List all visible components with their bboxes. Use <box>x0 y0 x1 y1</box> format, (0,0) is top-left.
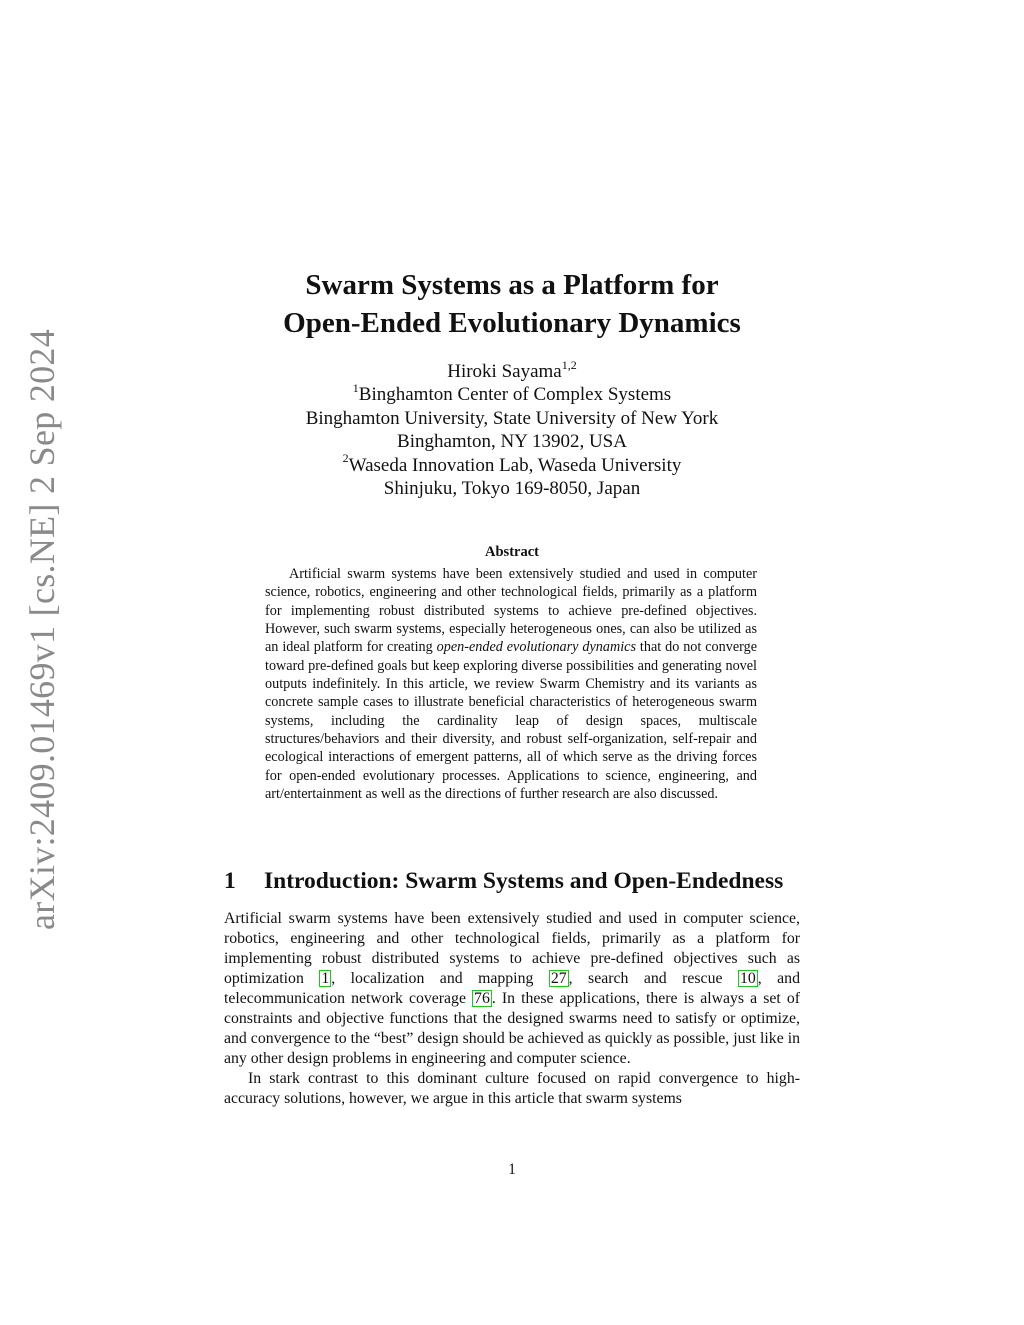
citation-link[interactable]: 1 <box>321 970 330 988</box>
author-name: Hiroki Sayama <box>447 361 562 382</box>
affiliation-1-superscript: 1 <box>352 381 359 396</box>
body-text-run: , and telecommunication network coverage <box>224 970 800 1008</box>
abstract-emphasis: open-ended evolutionary dynamics <box>436 639 636 656</box>
section-title: Introduction: Swarm Systems and Open-Endedness <box>264 868 784 894</box>
body-text-run: . In these applications, there is always a set of constraints and objective functions that the designed swarms need to satisfy or optimize, and convergence to the “best” design should be achieved as quickly as possible, just like in any other design problems in engineering and computer science. <box>224 990 800 1068</box>
paper-title <box>200 266 824 342</box>
section-body <box>224 909 800 1109</box>
author-name-line <box>200 357 824 383</box>
affiliation-2-line-2: Shinjuku, Tokyo 169-8050, Japan <box>383 478 641 500</box>
abstract-body <box>265 565 757 803</box>
title-line-1: Swarm Systems as a Platform for <box>305 269 719 301</box>
author-name-superscript: 1,2 <box>561 357 577 372</box>
body-paragraph-1 <box>224 909 800 1069</box>
affiliation-1-line-3: Binghamton, NY 13902, USA <box>397 431 627 453</box>
citation-link[interactable]: 76 <box>474 990 490 1008</box>
body-text-run: , search and rescue <box>568 970 738 988</box>
citation-link[interactable]: 10 <box>739 970 756 988</box>
affiliation-1-name: Binghamton Center of Complex Systems <box>358 384 672 406</box>
author-block <box>200 357 824 500</box>
affiliation-2-line-1 <box>200 451 824 477</box>
body-text-run: , localization and mapping <box>331 970 549 988</box>
body-paragraph-2: In stark contrast to this dominant culture focused on rapid convergence to high-accuracy solutions, however, we argue in this article that swarm systems <box>224 1070 800 1108</box>
section-number: 1 <box>224 868 236 894</box>
title-line-2: Open-Ended Evolutionary Dynamics <box>283 307 741 339</box>
section-heading <box>224 866 783 896</box>
abstract-text-end: that do not converge toward pre-defined goals but keep exploring diverse possibilities and generating novel outputs indefinitely. In this article, we review Swarm Chemistry and its variants as concrete sample cases to illustrate beneficial characteristics of heterogeneous swarm systems, including the cardinality leap of design spaces, multiscale structures/behaviors and their diversity, and robust self-organization, self-repair and ecological interactions of emergent patterns, all of which serve as the driving forces for open-ended evolutionary processes. Applications to science, engineering, and art/entertainment as well as the directions of further research are also discussed. <box>265 639 757 803</box>
citation-link[interactable]: 27 <box>550 970 567 988</box>
affiliation-2-name: Waseda Innovation Lab, Waseda University <box>348 454 682 476</box>
abstract-text-start: Artificial swarm systems have been extensively studied and used in computer science, robotics, engineering and other technological fields, primarily as a platform for implementing robust distributed systems to achieve pre-defined objectives. However, such swarm systems, especially heterogeneous ones, can also be utilized as an ideal platform for creating <box>265 566 757 656</box>
body-text-run: Artificial swarm systems have been extensively studied and used in computer science, robotics, engineering and other technological fields, primarily as a platform for implementing robust distributed systems to achieve pre-defined objectives such as optimization <box>224 910 800 988</box>
affiliation-2-superscript: 2 <box>342 451 349 466</box>
page-number: 1 <box>508 1161 516 1178</box>
arxiv-identifier-stamp: arXiv:2409.01469v1 [cs.NE] 2 Sep 2024 <box>22 328 62 930</box>
abstract-paragraph <box>265 565 757 803</box>
affiliation-1-line-1 <box>200 383 824 406</box>
abstract-heading: Abstract <box>485 544 539 560</box>
affiliation-1-line-2: Binghamton University, State University of New York <box>305 407 719 429</box>
